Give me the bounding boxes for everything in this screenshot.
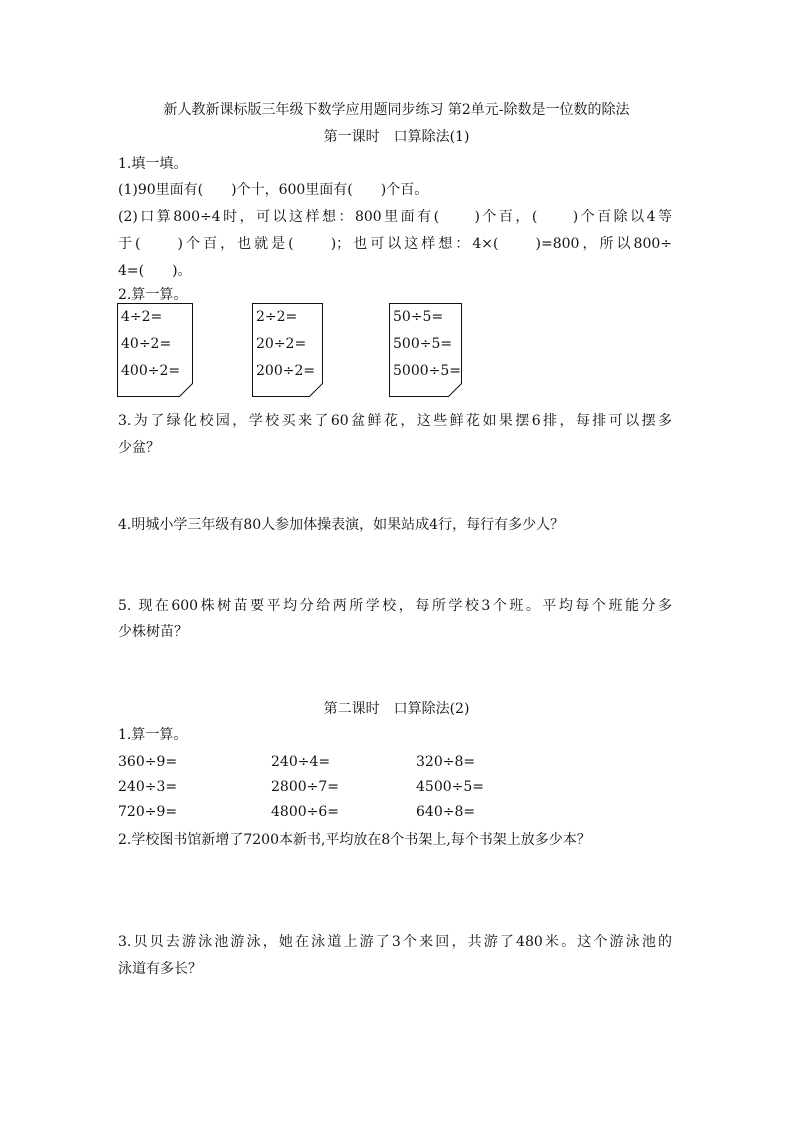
calc-expression: 4500÷5= xyxy=(416,779,484,795)
l1-q1-item2-line2: 于( )个百，也就是( )；也可以这样想：4×( )=800，所以800÷ xyxy=(118,236,672,252)
calc-expression: 240÷3= xyxy=(118,779,178,795)
card-expression: 400÷2= xyxy=(121,363,181,379)
calc-expression: 720÷9= xyxy=(118,804,178,820)
l1-q3-line1: 3.为了绿化校园，学校买来了60盆鲜花，这些鲜花如果摆6排，每排可以摆多 xyxy=(118,413,672,429)
card-expression: 500÷5= xyxy=(393,336,453,352)
l1-q1-item2-line3: 4=( )。 xyxy=(118,263,192,279)
page-curl-icon xyxy=(448,383,462,397)
card-expression: 5000÷5= xyxy=(393,363,461,379)
document-title: 新人教新课标版三年级下数学应用题同步练习 第2单元-除数是一位数的除法 xyxy=(163,102,630,118)
l2-q3-line1: 3.贝贝去游泳池游泳，她在泳道上游了3个来回，共游了480米。这个游泳池的 xyxy=(118,934,672,950)
calc-card-1 xyxy=(117,303,193,397)
l1-q4: 4.明城小学三年级有80人参加体操表演，如果站成4行，每行有多少人？ xyxy=(118,517,565,533)
calc-expression: 360÷9= xyxy=(118,754,178,770)
l2-q1-label: 1.算一算。 xyxy=(118,727,188,743)
calc-expression: 640÷8= xyxy=(416,804,476,820)
l1-q5-line2: 少株树苗？ xyxy=(118,624,188,640)
page-curl-icon xyxy=(179,383,193,397)
calc-expression: 240÷4= xyxy=(271,754,331,770)
card-expression: 50÷5= xyxy=(393,309,444,325)
card-expression: 4÷2= xyxy=(121,309,163,325)
calc-expression: 4800÷6= xyxy=(271,804,339,820)
l2-q2: 2.学校图书馆新增了7200本新书,平均放在8个书架上,每个书架上放多少本？ xyxy=(118,832,591,848)
l1-q1-item2-line1: (2)口算800÷4时，可以这样想：800里面有( )个百，( )个百除以4等 xyxy=(118,209,672,225)
lesson1-heading: 第一课时 口算除法(1) xyxy=(323,129,470,145)
l1-q5-line1: 5. 现在600株树苗要平均分给两所学校，每所学校3个班。平均每个班能分多 xyxy=(118,598,672,614)
l1-q1-item1: (1)90里面有( )个十，600里面有( )个百。 xyxy=(118,182,429,198)
calc-card-2 xyxy=(252,303,323,397)
card-expression: 20÷2= xyxy=(256,336,307,352)
lesson2-heading: 第二课时 口算除法(2) xyxy=(323,701,470,717)
l2-q3-line2: 泳道有多长？ xyxy=(118,961,202,977)
l1-q1-label: 1.填一填。 xyxy=(118,156,188,172)
calc-expression: 2800÷7= xyxy=(271,779,339,795)
l1-q2-label: 2.算一算。 xyxy=(118,287,188,303)
calc-expression: 320÷8= xyxy=(416,754,476,770)
l1-q3-line2: 少盆？ xyxy=(118,440,160,456)
card-expression: 40÷2= xyxy=(121,336,172,352)
card-expression: 200÷2= xyxy=(256,363,316,379)
card-expression: 2÷2= xyxy=(256,309,298,325)
page-curl-icon xyxy=(309,383,323,397)
calc-card-3 xyxy=(389,303,462,397)
